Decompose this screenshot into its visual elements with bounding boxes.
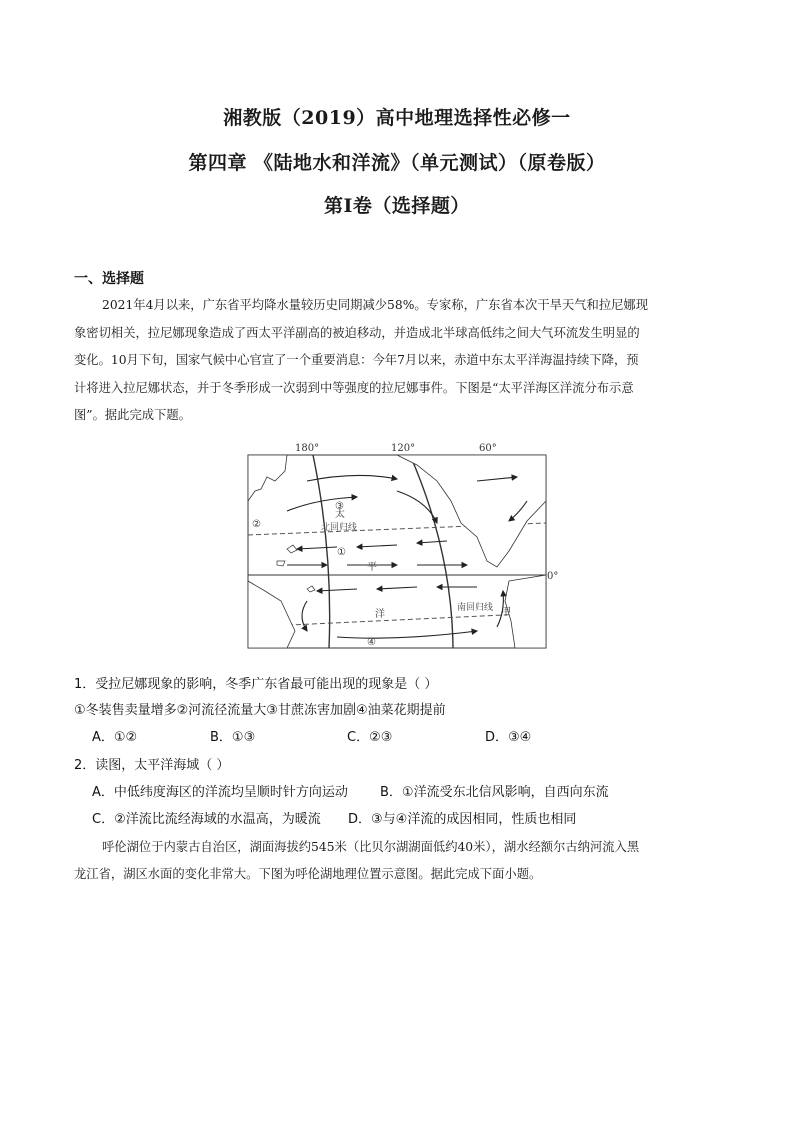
- section-title: 一、选择题: [74, 271, 144, 287]
- document-title: 湘教版（2019）高中地理选择性必修一: [223, 107, 571, 129]
- ocean-char: 太: [335, 509, 345, 520]
- question-1-option-c[interactable]: C．②③: [347, 730, 393, 745]
- passage-2-line: 呼伦湖位于内蒙古自治区，湖面海拔约545米（比贝尔湖湖面低约40米），湖水经额尔古纳河流入黑: [102, 840, 640, 854]
- passage-1-line: 计将进入拉尼娜状态，并于冬季形成一次弱到中等强度的拉尼娜事件。下图是“太平洋海区洋流分布示意: [74, 380, 634, 395]
- passage-1: [74, 292, 734, 430]
- passage-1-line: 2021年4月以来，广东省平均降水量较历史同期减少58%。专家称，广东省本次干旱天气和拉尼娜现: [102, 298, 649, 312]
- passage-2-line: 龙江省，湖区水面的变化非常大。下图为呼伦湖地理位置示意图。据此完成下面小题。: [74, 867, 542, 881]
- question-2-option-c[interactable]: C．②洋流比流经海域的水温高，为暖流: [92, 812, 321, 827]
- passage-1-line: 变化。10月下旬，国家气候中心官宣了一个重要消息：今年7月以来，赤道中东太平洋海温持续下降，预: [74, 353, 639, 367]
- passage-2: [74, 834, 734, 888]
- equator-label: 0°: [547, 571, 559, 582]
- document-subtitle: 第四章 《陆地水和洋流》（单元测试）（原卷版）: [188, 152, 606, 174]
- question-2-option-d[interactable]: D．③与④洋流的成因相同，性质也相同: [348, 812, 577, 827]
- question-1-option-a[interactable]: A．①②: [92, 730, 138, 745]
- tropic-south-label: 南回归线: [457, 603, 494, 613]
- longitude-label: 60°: [479, 443, 497, 454]
- passage-1-line: 象密切相关，拉尼娜现象造成了西太平洋副高的被迫移动，并造成北半球高低纬之间大气环流发生明显的: [74, 325, 640, 340]
- current-marker: ②: [252, 519, 261, 530]
- current-marker: ①: [337, 547, 346, 558]
- tropic-north-label: 北回归线: [321, 523, 358, 533]
- question-2-option-a[interactable]: A．中低纬度海区的洋流均呈顺时针方向运动: [92, 785, 348, 800]
- question-1-option-d[interactable]: D．③④: [485, 730, 532, 745]
- longitude-label: 180°: [295, 443, 320, 454]
- current-marker: ④: [367, 637, 376, 648]
- point-label: 甲: [501, 607, 511, 618]
- question-1-stem: 1．受拉尼娜现象的影响，冬季广东省最可能出现的现象是（ ）: [74, 677, 438, 692]
- longitude-label: 120°: [391, 443, 416, 454]
- question-1-items: ①冬装售卖量增多②河流径流量大③甘蔗冻害加剧④油菜花期提前: [74, 703, 446, 718]
- question-2-stem: 2．读图，太平洋海域（ ）: [74, 758, 230, 773]
- ocean-char: 平: [367, 562, 377, 573]
- ocean-char: 洋: [375, 609, 385, 620]
- question-1-option-b[interactable]: B．①③: [210, 730, 256, 745]
- question-2-option-b[interactable]: B．①洋流受东北信风影响，自西向东流: [380, 785, 609, 800]
- volume-title: 第Ⅰ卷（选择题）: [324, 195, 470, 217]
- pacific-currents-map: [247, 441, 559, 651]
- current-marker: ③: [335, 501, 344, 512]
- passage-1-line: 图”。据此完成下题。: [74, 408, 191, 422]
